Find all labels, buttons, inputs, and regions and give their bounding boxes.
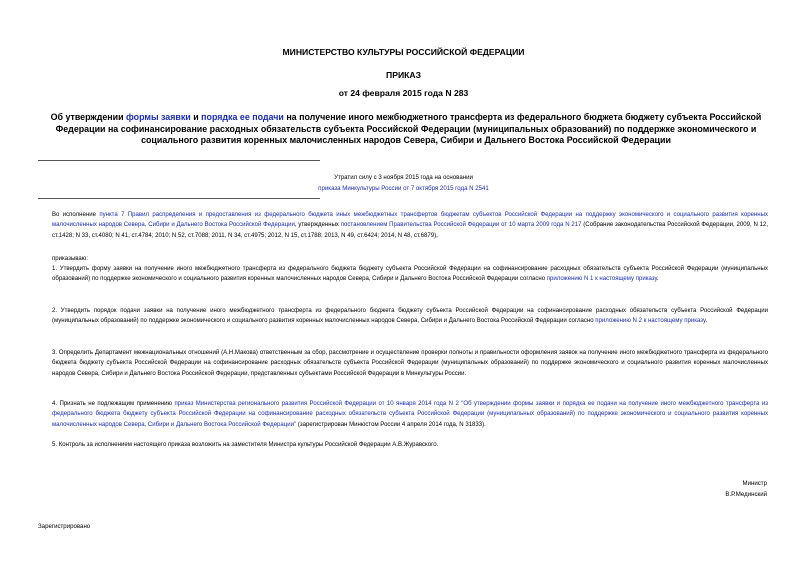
signature-block (725, 478, 767, 500)
signature-position: Министр (742, 480, 767, 487)
item-4-post: (зарегистрирован Минюстом России 4 апреля 2014 года, N 31833). (296, 421, 486, 428)
preamble-pre: Во исполнение (52, 212, 100, 218)
item-5: 5. Контроль за исполнением настоящего приказа возложить на заместителя Министра культуры Российской Федерации А.В.Журавского. (52, 442, 439, 448)
item-3: 3. Определить Департамент межнациональных отношений (А.Н.Макова) ответственным за сбор, рассмотрение и осуществление проверки полноты и правильности оформления заявок на получение иного межбюджетного трансферта из федерального бюджета бюджету субъекта Российской Федерации на софинансирование расходных обязательств субъекта Российской Федерации (муниципальных образований) по поддержке экономического и социального развития коренных малочисленных народов Севера, Сибири и Дальнего Востока Российской Федерации, представленных субъектами Российской Федерации в Минкультуры России. (52, 350, 768, 377)
preamble-post: (Собрание законодательства Российской Федерации, 2009, N 12, ст.1428; N 33, ст.4080; N 41, ст.4784; 2010; N 52, ст.7088; 2011, N 34, ст.4975; 2012, N 15, ст.1788; 2013, N 49, ст.6424; 2014, N 48, ст.6879), (52, 222, 768, 239)
status-note-line: Утратил силу с 3 ноября 2015 года на основании (334, 174, 473, 181)
item-1-link[interactable]: приложению N 1 к настоящему приказу (546, 276, 657, 283)
date-number-heading: от 24 февраля 2015 года N 283 (338, 88, 469, 98)
separator-bottom (38, 198, 320, 199)
preamble-link-decree[interactable]: постановлением Правительства Российской Федерации от 10 марта 2009 года N 217 (340, 222, 582, 229)
title-link-order[interactable]: порядка ее подачи (201, 112, 284, 122)
item-4-link[interactable]: приказ Министерства регионального развития Российской Федерации от 10 января 2014 года N 2 "Об утверждении формы заявки и порядка ее подачи на получение иного межбюджетного трансферта из федерального бюджета бюджету субъекта Российской Федерации на софинансирование расходных обязательств субъекта Российской Федерации (муниципальных образований) по поддержке экономического и социального развития коренных малочисленных народов Севера, Сибири и Дальнего Востока Российской Федерации" (52, 401, 768, 428)
item-1-end: . (656, 276, 659, 283)
preamble-link-rules[interactable]: пункта 7 Правил распределения и предоставления из федерального бюджета иных межбюджетных трансфертов бюджетам субъектов Российской Федерации на поддержку экономического и социального развития коренных малочисленных народов Севера, Сибири и Дальнего Востока Российской Федерации (52, 212, 768, 229)
preamble-mid: , утвержденных (294, 222, 341, 229)
status-note-link[interactable]: приказа Минкультуры России от 7 октября 2015 года N 2541 (318, 185, 489, 192)
signature-name: В.Р.Мединский (725, 491, 767, 498)
separator-top (38, 160, 320, 161)
item-2-link[interactable]: приложению N 2 к настоящему приказу (595, 318, 706, 325)
doc-type-heading: ПРИКАЗ (386, 70, 421, 80)
title-pre: Об утверждении (50, 112, 127, 122)
item-4-pre: 4. Признать не подлежащим применению (52, 401, 175, 407)
item-2-text: 2. Утвердить порядок подачи заявки на получение иного межбюджетного трансферта из федерального бюджета бюджету субъекта Российской Федерации на софинансирование расходных обязательств субъекта Российской Федерации (муниципальных образований) по поддержке экономического и социального развития коренных малочисленных народов Севера, Сибири и Дальнего Востока Российской Федерации согласно (52, 308, 768, 325)
registered-label: Зарегистрировано (38, 523, 91, 530)
title-post: на получение иного межбюджетного трансферта из федерального бюджета бюджету субъекта Российской Федерации на софинансирование расходных обязательств субъекта Российской Федерации (муниципальных образований) по поддержке экономического и социального развития коренных малочисленных народов Севера, Сибири и Дальнего Востока Российской Федерации (55, 112, 762, 146)
item-1-text: 1. Утвердить форму заявки на получение иного межбюджетного трансферта из федерального бюджета бюджету субъекта Российской Федерации на софинансирование расходных обязательств субъекта Российской Федерации (муниципальных образований) по поддержке экономического и социального развития коренных малочисленных народов Севера, Сибири и Дальнего Востока Российской Федерации согласно (52, 266, 768, 283)
title-link-form[interactable]: формы заявки (126, 112, 191, 122)
preamble-paragraph (38, 210, 768, 241)
document-title (46, 112, 766, 147)
item-4 (38, 399, 768, 430)
item-1 (38, 264, 768, 285)
item-2 (38, 306, 768, 327)
title-mid: и (190, 112, 202, 122)
ministry-heading: МИНИСТЕРСТВО КУЛЬТУРЫ РОССИЙСКОЙ ФЕДЕРАЦИИ (282, 47, 525, 57)
order-word: приказываю: (52, 256, 88, 262)
item-2-end: . (705, 318, 708, 325)
status-note (0, 172, 807, 194)
